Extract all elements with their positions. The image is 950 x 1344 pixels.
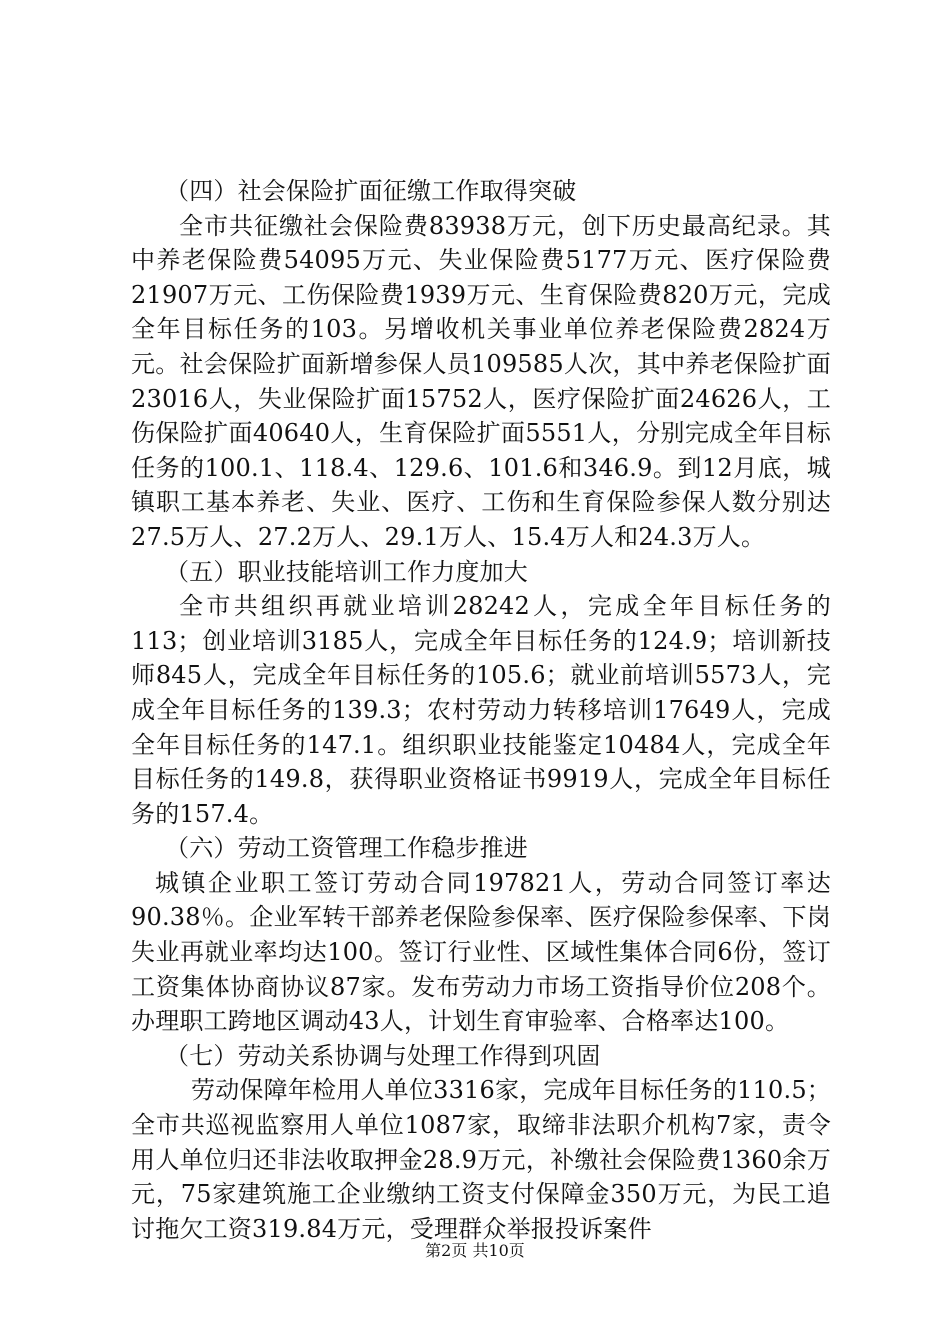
section-paragraph-4: 全市共征缴社会保险费83938万元，创下历史最高纪录。其中养老保险费54095万元、失业保险费5177万元、医疗保险费21907万元、工伤保险费1939万元、生育保险费820万元，完成全年目标任务的103。另增收机关事业单位养老保险费2824万元。社会保险扩面新增参保人员109585人次，其中养老保险扩面23016人，失业保险扩面15752人，医疗保险扩面24626人，工伤保险扩面40640人，生育保险扩面5551人，分别完成全年目标任务的100.1、118.4、129.6、101.6和346.9。到12月底，城镇职工基本养老、失业、医疗、工伤和生育保险参保人数分别达27.5万人、27.2万人、29.1万人、15.4万人和24.3万人。	[131, 211, 831, 551]
page-number-footer: 第2页 共10页	[425, 1241, 525, 1260]
section-heading-4: （四）社会保险扩面征缴工作取得突破	[165, 177, 577, 205]
section-paragraph-7: 劳动保障年检用人单位3316家，完成年目标任务的110.5；全市共巡视监察用人单位1087家，取缔非法职介机构7家，责令用人单位归还非法收取押金28.9万元，补缴社会保险费1360余万元，75家建筑施工企业缴纳工资支付保障金350万元，为民工追讨拖欠工资319.84万元，受理群众举报投诉案件	[131, 1076, 831, 1243]
document-body	[131, 174, 831, 1246]
section-heading-6: （六）劳动工资管理工作稳步推进	[165, 834, 528, 863]
section-heading-5: （五）职业技能培训工作力度加大	[165, 557, 528, 586]
section-paragraph-6: 城镇企业职工签订劳动合同197821人，劳动合同签订率达90.38％。企业军转干部养老保险参保率、医疗保险参保率、下岗失业再就业率均达100。签订行业性、区域性集体合同6份，签订工资集体协商协议87家。发布劳动力市场工资指导价位208个。办理职工跨地区调动43人，计划生育审验率、合格率达100。	[131, 868, 831, 1036]
section-heading-7: （七）劳动关系协调与处理工作得到巩固	[165, 1041, 601, 1070]
section-paragraph-5: 全市共组织再就业培训28242人，完成全年目标任务的113；创业培训3185人，完成全年目标任务的124.9；培训新技师845人，完成全年目标任务的105.6；就业前培训5573人，完成全年目标任务的139.3；农村劳动力转移培训17649人，完成全年目标任务的147.1。组织职业技能鉴定10484人，完成全年目标任务的149.8，获得职业资格证书9919人，完成全年目标任务的157.4。	[131, 592, 831, 828]
